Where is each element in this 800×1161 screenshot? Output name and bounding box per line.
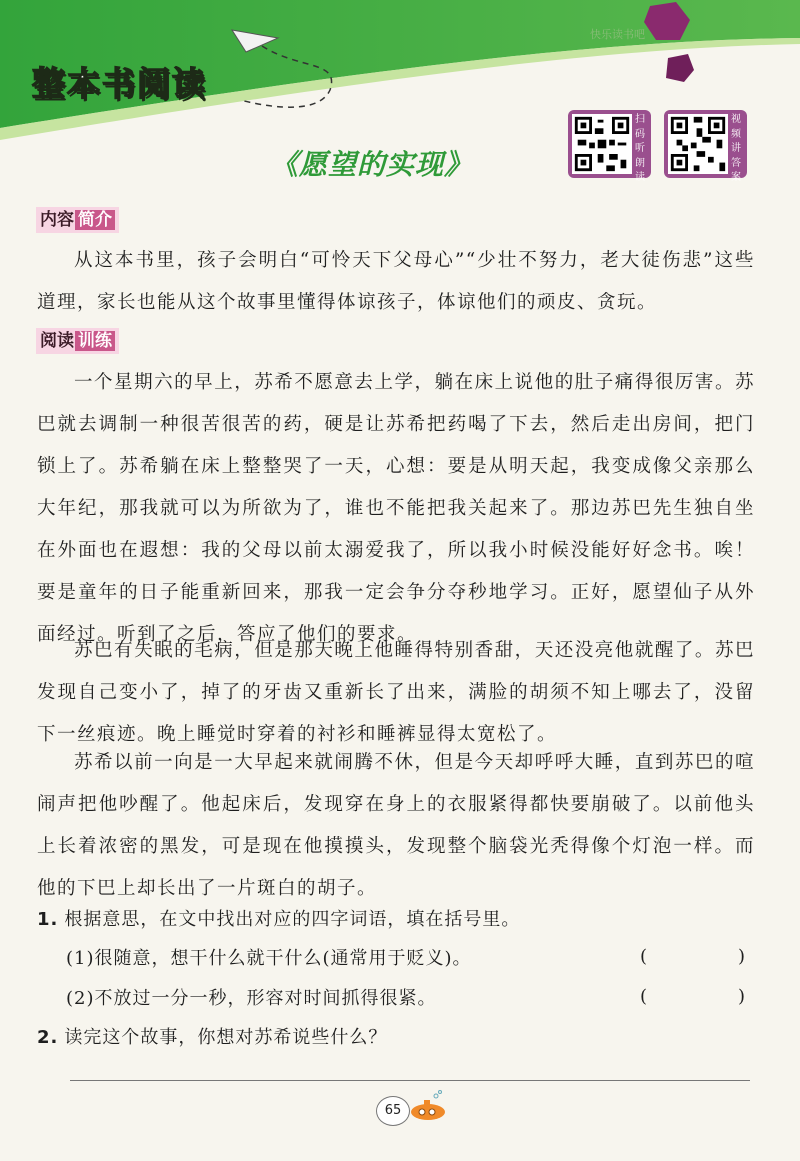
reading-paragraph-2: 苏巴有失眠的毛病，但是那天晚上他睡得特别香甜，天还没亮他就醒了。苏巴发现自己变小了，掉了的牙齿又重新长了出来，满脸的胡须不知上哪去了，没留下一丝痕迹。晚上睡觉时穿着的衬衫和睡裤显得太宽松了。 [37, 640, 755, 745]
gem-icon-small [666, 54, 694, 82]
faint-header-text: 快乐读书吧 [590, 28, 645, 41]
reading-tag-b: 训练 [75, 331, 115, 351]
answer-paren-open-1[interactable]: ( [640, 946, 648, 967]
question-1-1: (1)很随意，想干什么就干什么(通常用于贬义)。 [66, 948, 472, 969]
reading-tag-a: 阅读 [40, 331, 74, 351]
question-1-2: (2)不放过一分一秒，形容对时间抓得很紧。 [66, 988, 437, 1009]
answer-paren-close-2[interactable]: ) [738, 986, 746, 1007]
qr-listen-box[interactable] [568, 110, 651, 183]
question-1-text: 根据意思，在文中找出对应的四字词语，填在括号里。 [64, 909, 521, 930]
intro-text: 从这本书里，孩子会明白“可怜天下父母心”“少壮不努力，老大徒伤悲”这些道理，家长也能从这个故事里懂得体谅孩子，体谅他们的顽皮、贪玩。 [37, 250, 755, 313]
reading-paragraph-1: 一个星期六的早上，苏希不愿意去上学，躺在床上说他的肚子痛得很厉害。苏巴就去调制一种很苦很苦的药，硬是让苏希把药喝了下去，然后走出房间，把门锁上了。苏希躺在床上整整哭了一天，心想：要是从明天起，我变成像父亲那么大年纪，那我就可以为所欲为了，谁也不能把我关起来了。那边苏巴先生独自坐在外面也在遐想：我的父母以前太溺爱我了，所以我小时候没能好好念书。唉！要是童年的日子能重新回来，那我一定会争分夺秒地学习。正好，愿望仙子从外面经过。听到了之后，答应了他们的要求。 [37, 372, 755, 645]
question-1-number: 1. [37, 909, 59, 930]
footer-rule [70, 1080, 750, 1081]
intro-tag-b: 简介 [75, 210, 115, 230]
reading-section-tag [36, 328, 119, 354]
question-1 [37, 907, 520, 933]
qr-video-label: 视频讲答案 [731, 114, 741, 183]
qr-code-icon[interactable] [668, 114, 728, 174]
page-number: 65 [376, 1096, 410, 1126]
intro-section-tag [36, 207, 119, 233]
submarine-icon [400, 1090, 450, 1126]
story-title: 《愿望的实现》 [270, 148, 474, 181]
reading-paragraph-3: 苏希以前一向是一大早起来就闹腾不休，但是今天却呼呼大睡，直到苏巴的喧闹声把他吵醒了。他起床后，发现穿在身上的衣服紧得都快要崩破了。以前他头上长着浓密的黑发，可是现在他摸摸头，发现整个脑袋光秃得像个灯泡一样。而他的下巴上却长出了一片斑白的胡子。 [37, 752, 755, 899]
question-2-text: 读完这个故事，你想对苏希说些什么？ [64, 1027, 388, 1048]
question-2-number: 2. [37, 1027, 59, 1048]
question-2 [37, 1025, 387, 1051]
qr-listen-label: 扫码听朗读 [635, 114, 645, 183]
qr-video-box[interactable] [664, 110, 747, 183]
answer-paren-open-2[interactable]: ( [640, 986, 648, 1007]
answer-paren-close-1[interactable]: ) [738, 946, 746, 967]
qr-code-icon[interactable] [572, 114, 632, 174]
book-title: 整本书阅读 [32, 64, 207, 103]
intro-tag-a: 内容 [40, 210, 74, 230]
